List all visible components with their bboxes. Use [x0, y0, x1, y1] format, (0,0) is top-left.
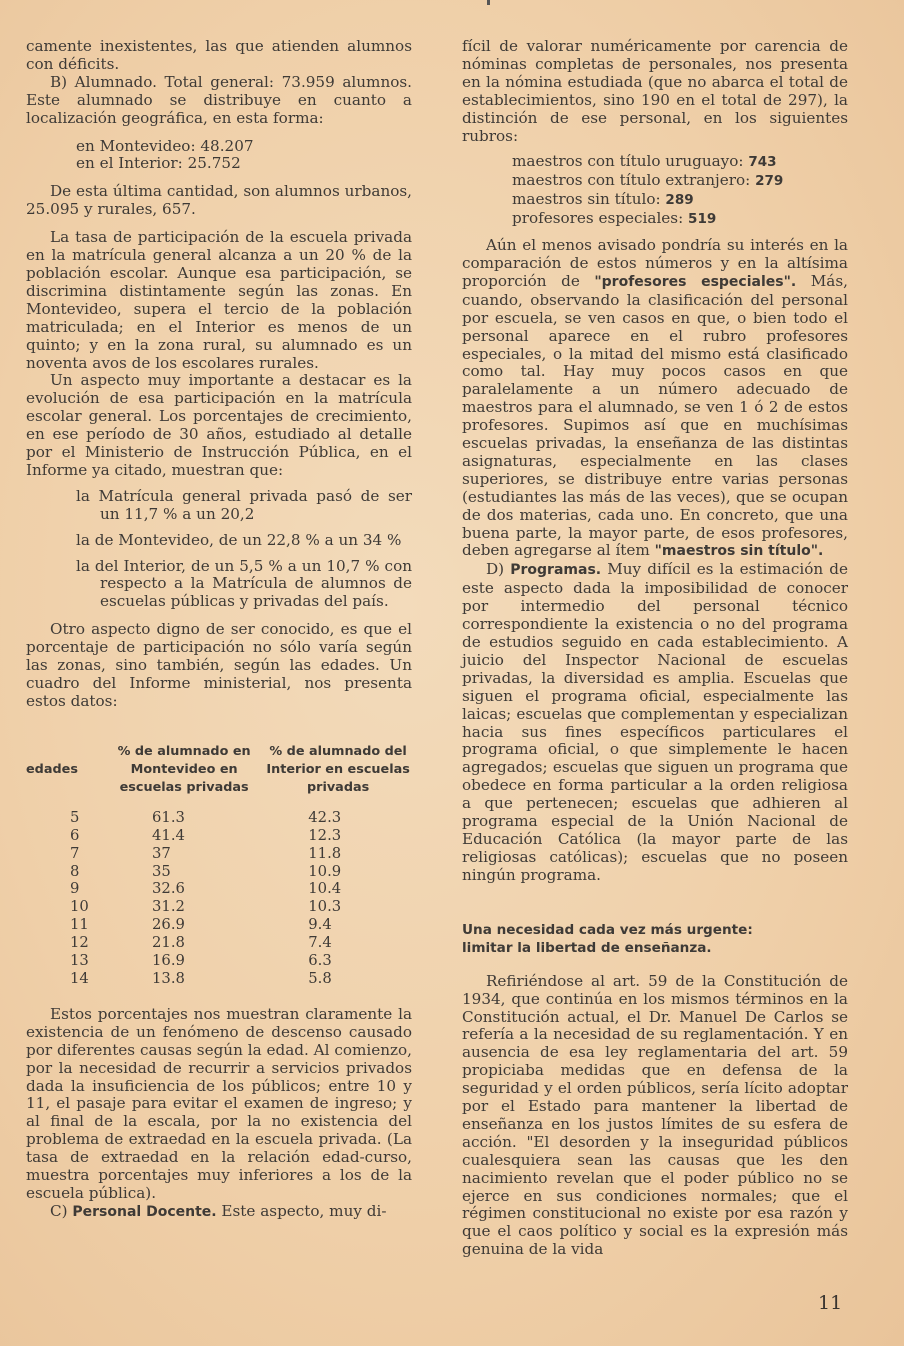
section-heading: [462, 921, 848, 957]
paragraph-edades: Otro aspecto digno de ser conocido, es que el porcentaje de participación no sólo varía según las zonas, sino también, según las edades. Un cuadro del Informe ministerial, nos presenta estos datos:: [26, 620, 412, 710]
bullet-matricula-general: la Matrícula general privada pasó de ser un 11,7 % a un 20,2: [76, 486, 412, 523]
cell-interior: 12.3: [308, 826, 342, 844]
location-list: [26, 138, 412, 174]
text-run: Aún el menos avisado pondría su interés en la comparación de estos números y en la altísima proporción de: [462, 236, 848, 290]
section-d-letter: D): [486, 560, 511, 579]
cell-edad: 12: [70, 934, 89, 952]
section-c-text: Este aspecto, muy di-: [216, 1201, 387, 1220]
table-row: [26, 898, 412, 916]
cell-montevideo: 16.9: [152, 952, 185, 970]
table-header-interior: % de alumnado del Interior en escuelas privadas: [266, 743, 410, 795]
paragraph-nominas: fícil de valorar numéricamente por carencia de nóminas completas de personales, nos presenta en la nómina estudiada (que no abarca el total de establecimientos, sino 190 en el total de 297), la distinción de ese personal, en los siguientes rubros:: [462, 37, 848, 145]
cell-edad: 10: [70, 898, 89, 916]
cell-interior: 11.8: [308, 844, 342, 862]
staff-label: maestros con título uruguayo:: [512, 152, 749, 171]
location-interior: en el Interior: 25.752: [76, 154, 241, 173]
section-d-title: Programas.: [510, 562, 602, 579]
location-montevideo: en Montevideo: 48.207: [76, 136, 254, 155]
cell-interior: 7.4: [308, 934, 332, 952]
paragraph-programas: [462, 561, 848, 884]
table-row: [26, 916, 412, 934]
cell-interior: 9.4: [308, 916, 332, 934]
cell-edad: 13: [70, 952, 89, 970]
left-column: [26, 38, 412, 1222]
cell-edad: 9: [70, 880, 80, 898]
cell-montevideo: 26.9: [152, 916, 185, 934]
table-row: [26, 934, 412, 952]
cell-montevideo: 41.4: [152, 826, 185, 844]
cell-edad: 6: [70, 826, 80, 844]
table-row: [26, 880, 412, 898]
staff-label: maestros sin título:: [512, 190, 666, 209]
cell-edad: 14: [70, 969, 89, 987]
cell-interior: 5.8: [308, 969, 332, 987]
staff-list: [462, 153, 848, 229]
cell-edad: 11: [70, 916, 89, 934]
paragraph-tasa-participacion: La tasa de participación de la escuela privada en la matrícula general alcanza a un 20 % de la población escolar. Aunque esa participación, se discrimina distintamente según las zonas. En Montevideo, supera el tercio de la población matriculada; en el Interior es menos de un quinto; y en la zona rural, su alumnado es un noventa avos de los escolares rurales.: [26, 228, 412, 372]
cell-montevideo: 35: [152, 862, 171, 880]
cell-montevideo: 61.3: [152, 808, 185, 826]
page-number: 11: [818, 1292, 843, 1314]
bullet-interior: la del Interior, de un 5,5 % a un 10,7 % con respecto a la Matrícula de alumnos de escuelas públicas y privadas del país.: [76, 556, 412, 611]
cell-edad: 7: [70, 844, 80, 862]
emphasis-profesores-especiales: "profesores especiales".: [594, 273, 797, 290]
paragraph-profesores-especiales: [462, 237, 848, 561]
cell-montevideo: 13.8: [152, 969, 185, 987]
cell-montevideo: 21.8: [152, 934, 185, 952]
section-d-text: Muy difícil es la estimación de este aspecto dada la imposibilidad de conocer por intermedio del personal técnico correspondiente la existencia o no del programa de estudios seguido en cada establecimiento. A juicio del Inspector Nacional de escuelas privadas, la diversidad es amplia. Escuelas que siguen el programa oficial, especialmente las laicas; escuelas que complementan y especializan hacia sus fines específicos particulares el programa oficial, o que simplemente le hacen agregados; escuelas que siguen un programa que obedece en forma particular a la orden religiosa a que pertenecen; escuelas que adhieren al programa especial de la Unión Nacional de Educación Católica (la mayor parte de las religiosas católicas); escuelas que no poseen ningún programa.: [462, 560, 848, 884]
staff-label: profesores especiales:: [512, 209, 689, 228]
staff-value: 279: [755, 173, 784, 190]
paragraph-urbanos-rurales: De esta última cantidad, son alumnos urbanos, 25.095 y rurales, 657.: [26, 182, 412, 219]
paragraph-deficits: camente inexistentes, las que atienden alumnos con déficits.: [26, 37, 412, 73]
cell-interior: 42.3: [308, 808, 342, 826]
paragraph-personal-docente: [26, 1203, 412, 1222]
table-row: [26, 827, 412, 845]
staff-item: [512, 191, 848, 210]
cell-edad: 8: [70, 862, 80, 880]
section-heading-line-2: limitar la libertad de enseñanza.: [462, 939, 712, 956]
table-header-montevideo: % de alumnado en Montevideo en escuelas privadas: [117, 743, 251, 795]
staff-item: [512, 172, 848, 191]
staff-value: 743: [748, 154, 777, 171]
table-row: [26, 845, 412, 863]
paragraph-evolucion: Un aspecto muy importante a destacar es la evolución de esa participación en la matrícula escolar general. Los porcentajes de crecimiento, en ese período de 30 años, estudiado al detalle por el Ministerio de Instrucción Pública, en el Informe ya citado, muestran que:: [26, 371, 412, 479]
bullet-montevideo: la de Montevideo, de un 22,8 % a un 34 %: [76, 530, 402, 549]
staff-value: 519: [688, 211, 717, 228]
cell-interior: 10.3: [308, 898, 342, 916]
section-c-letter: C): [50, 1201, 73, 1220]
print-mark: [487, 0, 490, 5]
text-run: Más, cuando, observando la clasificación del personal por escuela, se ven casos en que, o bien todo el personal aparece en el rubro profesores especiales, o la mitad del mismo está clasificado como tal. Hay muy pocos casos en que paralelamente a un número adecuado de maestros para el alumnado, se ven 1 ó 2 de estos profesores. Supimos así que en muchísimas escuelas privadas, la enseñanza de las distintas asignaturas, especialmente en las clases superiores, se distribuye entre varias personas (estudiantes las más de las veces), que se ocupan de dos materias, cada uno. En concreto, que una buena parte, la mayor parte, de esos profesores, deben agregarse al ítem: [462, 271, 848, 560]
cell-interior: 10.4: [308, 880, 342, 898]
cell-interior: 10.9: [308, 862, 342, 880]
table-row: [26, 970, 412, 988]
paragraph-descenso: Estos porcentajes nos muestran claramente la existencia de un fenómeno de descenso causado por diferentes causas según la edad. Al comienzo, por la necesidad de recurrir a servicios privados dada la insuficiencia de los públicos; entre 10 y 11, el pasaje para evitar el examen de ingreso; y al final de la escala, por la no existencia del problema de extraedad en la escuela privada. (La tasa de extraedad en la relación edad-curso, muestra porcentajes muy inferiores a los de la escuela pública).: [26, 1004, 412, 1202]
paragraph-constitucion: Refiriéndose al art. 59 de la Constitución de 1934, que continúa en los mismos términos en la Constitución actual, el Dr. Manuel De Carlos se refería a la necesidad de su reglamentación. Y en ausencia de esa ley reglamentaria del art. 59 propiciaba medidas que en defensa de la seguridad y el orden públicos, sería lícito adoptar por el Estado para mantener la libertad de enseñanza en los justos límites de su esfera de acción. "El desorden y la inseguridad públicos cualesquiera sean las causas que les den nacimiento revelan que el poder público no se ejerce en sus condiciones normales; que el régimen constitucional no existe por esa razón y que el caos político y social es la expresión más genuina de la vida: [462, 971, 848, 1259]
staff-label: maestros con título extranjero:: [512, 171, 756, 190]
cell-interior: 6.3: [308, 952, 332, 970]
staff-item: [512, 153, 848, 172]
emphasis-maestros-sin-titulo: "maestros sin título".: [654, 543, 824, 560]
table-row: [26, 809, 412, 827]
table-row: [26, 863, 412, 881]
cell-montevideo: 37: [152, 844, 171, 862]
table-row: [26, 952, 412, 970]
paragraph-alumnado: B) Alumnado. Total general: 73.959 alumnos. Este alumnado se distribuye en cuanto a localización geográfica, en esta forma:: [26, 72, 412, 127]
staff-item: [512, 210, 848, 229]
age-participation-table: [26, 743, 412, 988]
section-c-title: Personal Docente.: [72, 1203, 217, 1220]
table-header-row: [26, 743, 412, 809]
table-body: [26, 809, 412, 988]
cell-montevideo: 32.6: [152, 880, 185, 898]
right-column: [462, 38, 848, 1259]
staff-value: 289: [665, 192, 694, 209]
cell-montevideo: 31.2: [152, 898, 185, 916]
cell-edad: 5: [70, 808, 80, 826]
section-heading-line-1: Una necesidad cada vez más urgente:: [462, 921, 753, 938]
table-header-edades: edades: [26, 761, 78, 777]
